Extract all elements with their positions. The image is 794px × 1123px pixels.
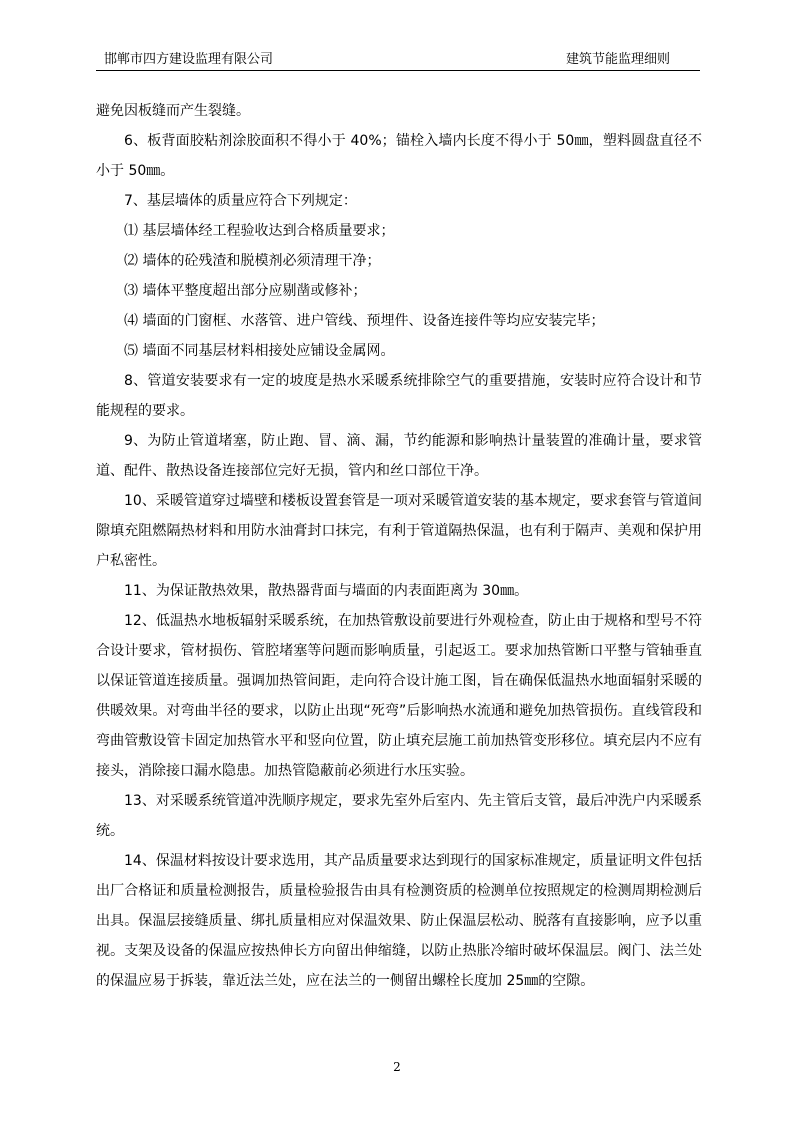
paragraph-item-6: 6、板背面胶粘剂涂胶面积不得小于 40%；锚栓入墙内长度不得小于 50㎜，塑料圆盘直径不小于 50㎜。 — [96, 133, 702, 179]
document-title: 建筑节能监理细则 — [565, 52, 670, 67]
paragraph-item-11: 11、为保证散热效果，散热器背面与墙面的内表面距离为 30㎜。 — [124, 583, 529, 599]
paragraph-item-10: 10、采暖管道穿过墙壁和楼板设置套管是一项对采暖管道安装的基本规定，要求套管与管道间隙填充阻燃隔热材料和用防水油膏封口抹完，有利于管道隔热保温，也有利于隔声、美观和保护用户私密性。 — [96, 493, 702, 569]
paragraph-item-9: 9、为防止管道堵塞，防止跑、冒、滴、漏，节约能源和影响热计量装置的准确计量，要求管道、配件、散热设备连接部位完好无损，管内和丝口部位干净。 — [96, 433, 702, 479]
sub-item-1: ⑴ 基层墙体经工程验收达到合格质量要求； — [124, 223, 395, 239]
header-divider — [96, 70, 700, 71]
sub-item-4: ⑷ 墙面的门窗框、水落管、进户管线、预埋件、设备连接件等均应安装完毕； — [124, 313, 605, 329]
paragraph-item-7: 7、基层墙体的质量应符合下列规定： — [124, 193, 357, 209]
sub-item-2: ⑵ 墙体的砼残渣和脱模剂必须清理干净； — [124, 253, 381, 269]
document-body — [96, 96, 702, 996]
page-header — [96, 50, 696, 70]
sub-item-3: ⑶ 墙体平整度超出部分应剔凿或修补； — [124, 283, 367, 299]
paragraph-item-14: 14、保温材料按设计要求选用，其产品质量要求达到现行的国家标准规定，质量证明文件包括出厂合格证和质量检测报告，质量检验报告由具有检测资质的检测单位按照规定的检测周期检测后出具。保温层接缝质量、绑扎质量相应对保温效果、防止保温层松动、脱落有直接影响，应予以重视。支架及设备的保温应按热伸长方向留出伸缩缝，以防止热胀冷缩时破坏保温层。阀门、法兰处的保温应易于拆装，靠近法兰处，应在法兰的一侧留出螺栓长度加 25㎜的空隙。 — [96, 853, 702, 989]
paragraph-item-13: 13、对采暖系统管道冲洗顺序规定，要求先室外后室内、先主管后支管，最后冲洗户内采暖系统。 — [96, 793, 702, 839]
company-name: 邯郸市四方建设监理有限公司 — [104, 52, 274, 67]
page-number: 2 — [393, 1060, 401, 1074]
paragraph-continuation: 避免因板缝而产生裂缝。 — [96, 103, 250, 119]
paragraph-item-12: 12、低温热水地板辐射采暖系统，在加热管敷设前要进行外观检查，防止由于规格和型号不符合设计要求，管材损伤、管腔堵塞等问题而影响质量，引起返工。要求加热管断口平整与管轴垂直以保证管道连接质量。强调加热管间距，走向符合设计施工图，旨在确保低温热水地面辐射采暖的供暖效果。对弯曲半径的要求，以防止出现“死弯”后影响热水流通和避免加热管损伤。直线管段和弯曲管敷设管卡固定加热管水平和竖向位置，防止填充层施工前加热管变形移位。填充层内不应有接头，消除接口漏水隐患。加热管隐蔽前必须进行水压实验。 — [96, 613, 702, 779]
paragraph-item-8: 8、管道安装要求有一定的坡度是热水采暖系统排除空气的重要措施，安装时应符合设计和节能规程的要求。 — [96, 373, 702, 419]
sub-item-5: ⑸ 墙面不同基层材料相接处应铺设金属网。 — [124, 343, 395, 359]
